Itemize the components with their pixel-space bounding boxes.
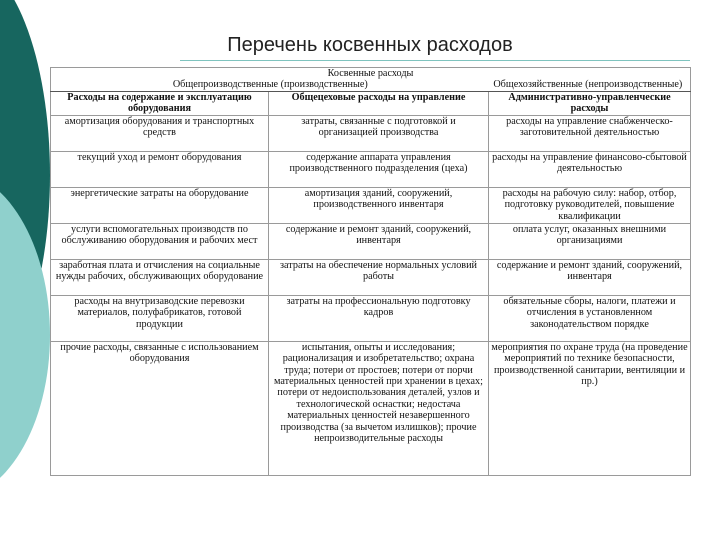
table-cell: энергетические затраты на оборудование	[51, 187, 269, 223]
table-top-header-row	[51, 68, 691, 92]
column-header-row	[51, 91, 691, 115]
table-cell: содержание и ремонт зданий, сооружений, инвентаря	[269, 223, 489, 259]
group-left-label: Общепроизводственные (производственные)	[172, 79, 368, 91]
table-row	[51, 259, 691, 295]
slide-title: Перечень косвенных расходов	[227, 34, 513, 56]
table-cell: затраты на обеспечение нормальных условий работы	[269, 259, 489, 295]
table-cell: заработная плата и отчисления на социальные нужды рабочих, обслуживающих оборудование	[51, 259, 269, 295]
table-cell: услуги вспомогательных производств по обслуживанию оборудования и рабочих мест	[51, 223, 269, 259]
group-right-label: Общехозяйственные (непроизводственные)	[493, 79, 683, 91]
table-cell: расходы на управление финансово-сбытовой деятельностью	[489, 151, 691, 187]
table-row	[51, 151, 691, 187]
table-row	[51, 223, 691, 259]
table-row	[51, 115, 691, 151]
table-row	[51, 187, 691, 223]
table-cell: амортизация оборудования и транспортных средств	[51, 115, 269, 151]
table-cell: мероприятия по охране труда (на проведение мероприятий по технике безопасности, производственной санитарии, вентиляции и пр.)	[489, 341, 691, 475]
table-cell: затраты, связанные с подготовкой и организацией производства	[269, 115, 489, 151]
column-header: Административно-управленческие расходы	[489, 91, 691, 115]
table-cell: испытания, опыты и исследования; рационализация и изобретательство; охрана труда; потери от простоев; потери от порчи материальных ценностей при хранении в цехах; потери от недоиспользования деталей, узлов и технологической оснастки; недостача материальных ценностей незавершенного производства (за вычетом излишков); прочие непроизводительные расходы	[269, 341, 489, 475]
table-cell: текущий уход и ремонт оборудования	[51, 151, 269, 187]
top-header-label: Косвенные расходы	[327, 68, 414, 79]
column-header: Общецеховые расходы на управление	[269, 91, 489, 115]
table-cell: содержание аппарата управления производственного подразделения (цеха)	[269, 151, 489, 187]
top-header-cell	[51, 68, 691, 92]
table-cell: затраты на профессиональную подготовку кадров	[269, 295, 489, 341]
table-cell: оплата услуг, оказанных внешними организациями	[489, 223, 691, 259]
table-row	[51, 341, 691, 475]
title-divider	[180, 60, 690, 61]
table-cell: прочие расходы, связанные с использованием оборудования	[51, 341, 269, 475]
table-cell: содержание и ремонт зданий, сооружений, инвентаря	[489, 259, 691, 295]
table-cell: расходы на рабочую силу: набор, отбор, подготовку руководителей, повышение квалификации	[489, 187, 691, 223]
column-header: Расходы на содержание и эксплуатацию оборудования	[51, 91, 269, 115]
table-cell: амортизация зданий, сооружений, производственного инвентаря	[269, 187, 489, 223]
table-cell: расходы на внутризаводские перевозки материалов, полуфабрикатов, готовой продукции	[51, 295, 269, 341]
table-cell: расходы на управление снабженческо-заготовительной деятельностью	[489, 115, 691, 151]
table-cell: обязательные сборы, налоги, платежи и отчисления в установленном законодательством порядке	[489, 295, 691, 341]
indirect-costs-table	[50, 67, 691, 476]
table-row	[51, 295, 691, 341]
